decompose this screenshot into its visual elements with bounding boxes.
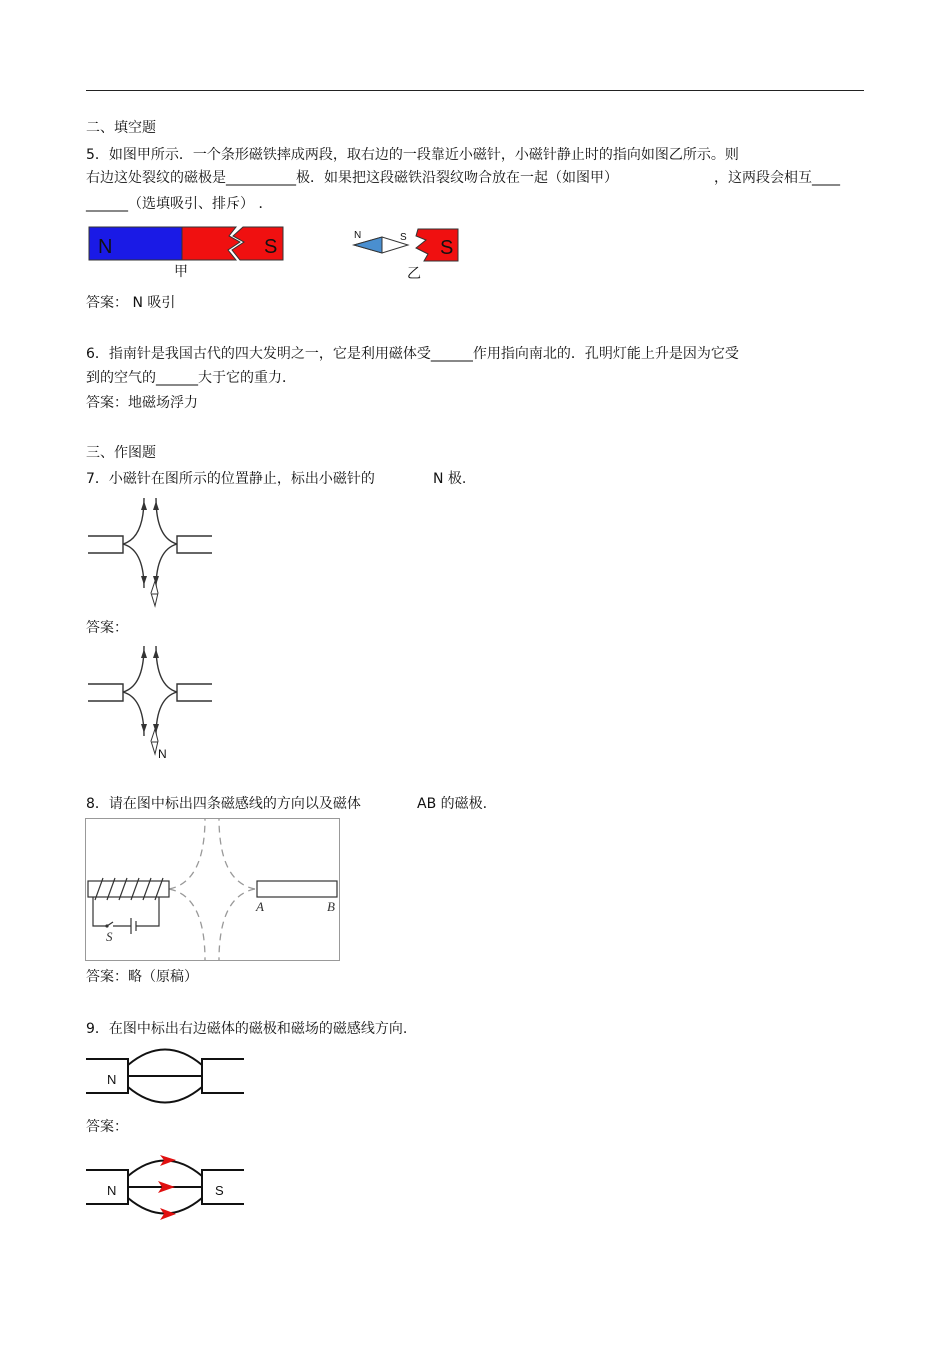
q5-figure-yi: [352, 226, 467, 286]
section-heading-fill-in: 二、填空题: [86, 120, 156, 136]
q7-answer-label: 答案：: [86, 620, 128, 636]
q6-answer: 答案：地磁场浮力: [86, 395, 198, 411]
q9-answer-figure: [86, 1155, 248, 1225]
q7-answer-n-label: N: [158, 747, 167, 761]
yi-needle-n: N: [354, 230, 362, 241]
q5-line2b: ，这两段会相互____: [714, 170, 840, 186]
q6-line1: 6．指南针是我国古代的四大发明之一，它是利用磁体受______作用指向南北的．孔明灯能上升是因为它受: [86, 346, 739, 362]
q8-text: 8．请在图中标出四条磁感线的方向以及磁体: [86, 796, 361, 812]
q7-figure: [86, 496, 216, 611]
q9-figure: [86, 1044, 248, 1112]
q6-line2: 到的空气的______大于它的重力．: [86, 370, 296, 386]
top-divider: [86, 90, 864, 91]
q5-line3: ______（选填吸引、排斥） ．: [86, 196, 273, 212]
q8-text-ab: AB 的磁极.: [417, 796, 488, 812]
q8-answer: 答案：略（原稿）: [86, 969, 198, 985]
q5-answer: 答案： N 吸引: [86, 295, 176, 311]
q9-answer-label: 答案：: [86, 1119, 128, 1135]
section-heading-drawing: 三、作图题: [86, 445, 156, 461]
q7-text-n: N 极.: [433, 471, 467, 487]
jia-caption: 甲: [174, 264, 188, 280]
yi-caption: 乙: [407, 266, 421, 282]
q5-figure-jia: [88, 224, 288, 284]
q8-label-b: B: [327, 899, 335, 914]
q7-answer-figure: [86, 644, 216, 762]
q8-switch-s-label: S: [106, 929, 113, 944]
q7-text: 7．小磁针在图所示的位置静止，标出小磁针的: [86, 471, 375, 487]
jia-n-label: N: [98, 236, 113, 258]
q9-answer-s-label: S: [215, 1183, 224, 1198]
q9-text: 9．在图中标出右边磁体的磁极和磁场的磁感线方向.: [86, 1021, 408, 1037]
q8-figure: [85, 818, 341, 963]
q9-answer-n-label: N: [107, 1183, 117, 1198]
yi-needle-s: S: [400, 232, 407, 243]
q9-n-label: N: [107, 1072, 117, 1087]
q5-line2a: 右边这处裂纹的磁极是__________极．如果把这段磁铁沿裂纹吻合放在一起（如图甲）: [86, 170, 618, 186]
q8-label-a: A: [256, 899, 264, 914]
jia-s-label: S: [264, 236, 278, 258]
yi-s-label: S: [440, 237, 454, 259]
q5-line1: 5．如图甲所示．一个条形磁铁摔成两段，取右边的一段靠近小磁针，小磁针静止时的指向如图乙所示。则: [86, 147, 739, 163]
